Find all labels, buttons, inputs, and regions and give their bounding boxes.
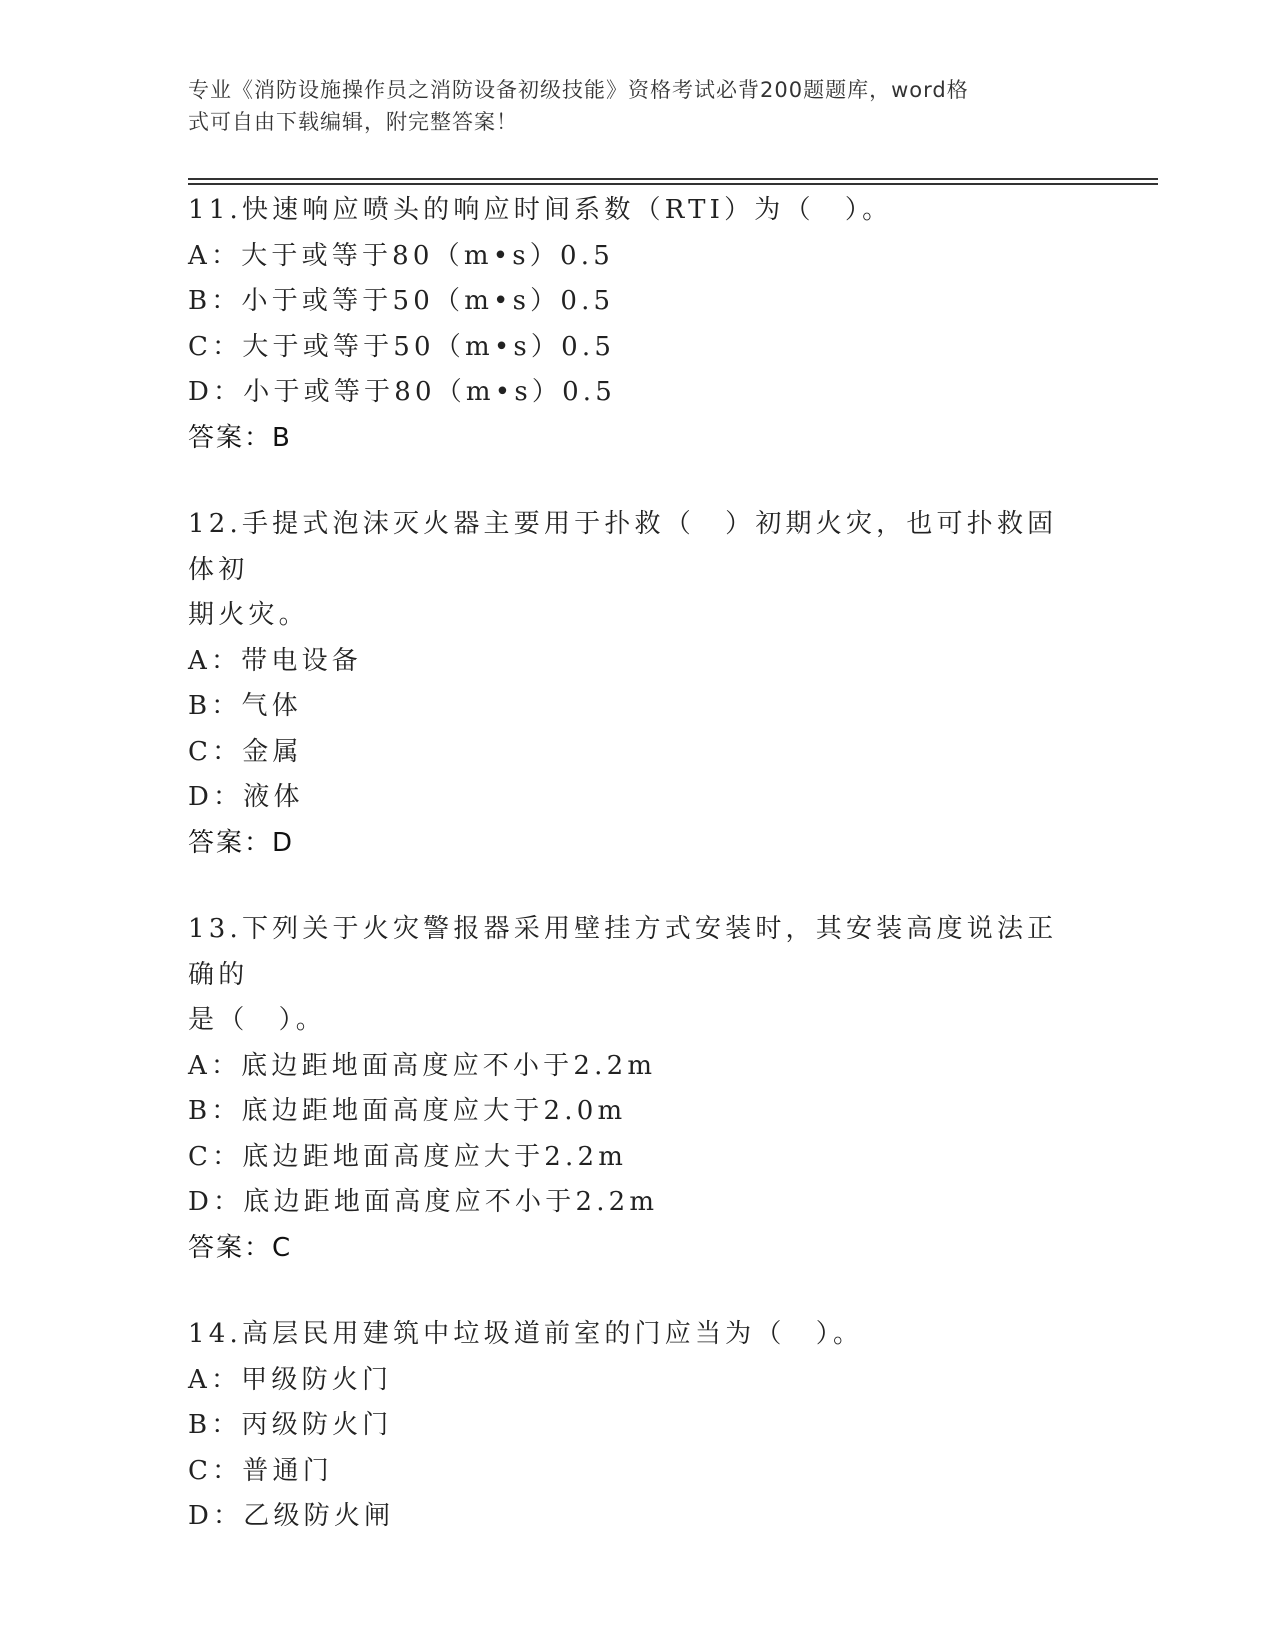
- option-c: C：大于或等于50（m•s）0.5: [188, 331, 616, 362]
- question-11: [188, 188, 1078, 461]
- question-stem: 14.高层民用建筑中垃圾道前室的门应当为（ ）。: [188, 1319, 864, 1349]
- option-b: B：底边距地面高度应大于2.0m: [188, 1096, 627, 1126]
- option-a: A：底边距地面高度应不小于2.2m: [188, 1050, 657, 1081]
- option-b: B：小于或等于50（m•s）0.5: [188, 286, 615, 316]
- option-b: B：气体: [188, 691, 302, 721]
- header-line-2: 式可自由下载编辑，附完整答案！: [188, 110, 518, 134]
- question-stem: 12.手提式泡沫灭火器主要用于扑救（ ）初期火灾，也可扑救固体初: [188, 509, 1058, 585]
- option-a: A：带电设备: [188, 645, 362, 676]
- header-line-1: 专业《消防设施操作员之消防设备初级技能》资格考试必背200题题库，word格: [188, 78, 969, 102]
- document-header: [188, 74, 1068, 138]
- option-d: D：底边距地面高度应不小于2.2m: [188, 1187, 659, 1217]
- question-list: [188, 188, 1078, 1581]
- header-divider-bottom: [188, 183, 1158, 185]
- header-divider-top: [188, 178, 1158, 180]
- answer: 答案：D: [188, 827, 295, 858]
- option-b: B：丙级防火门: [188, 1410, 393, 1440]
- question-stem: 11.快速响应喷头的响应时间系数（RTI）为（ ）。: [188, 195, 893, 225]
- option-a: A：大于或等于80（m•s）0.5: [188, 240, 614, 271]
- option-c: C：金属: [188, 736, 303, 767]
- question-14: [188, 1312, 1078, 1540]
- question-13: [188, 907, 1078, 1271]
- question-stem-continued: 期火灾。: [188, 600, 309, 630]
- option-d: D：小于或等于80（m•s）0.5: [188, 377, 617, 407]
- option-d: D：液体: [188, 782, 304, 812]
- option-c: C：普通门: [188, 1455, 333, 1486]
- answer: 答案：C: [188, 1232, 293, 1263]
- option-d: D：乙级防火闸: [188, 1501, 395, 1531]
- option-c: C：底边距地面高度应大于2.2m: [188, 1141, 628, 1172]
- option-a: A：甲级防火门: [188, 1364, 393, 1395]
- question-stem: 13.下列关于火灾警报器采用壁挂方式安装时，其安装高度说法正确的: [188, 914, 1058, 990]
- answer: 答案：B: [188, 422, 292, 453]
- question-stem-continued: 是（ ）。: [188, 1005, 327, 1035]
- question-12: [188, 502, 1078, 866]
